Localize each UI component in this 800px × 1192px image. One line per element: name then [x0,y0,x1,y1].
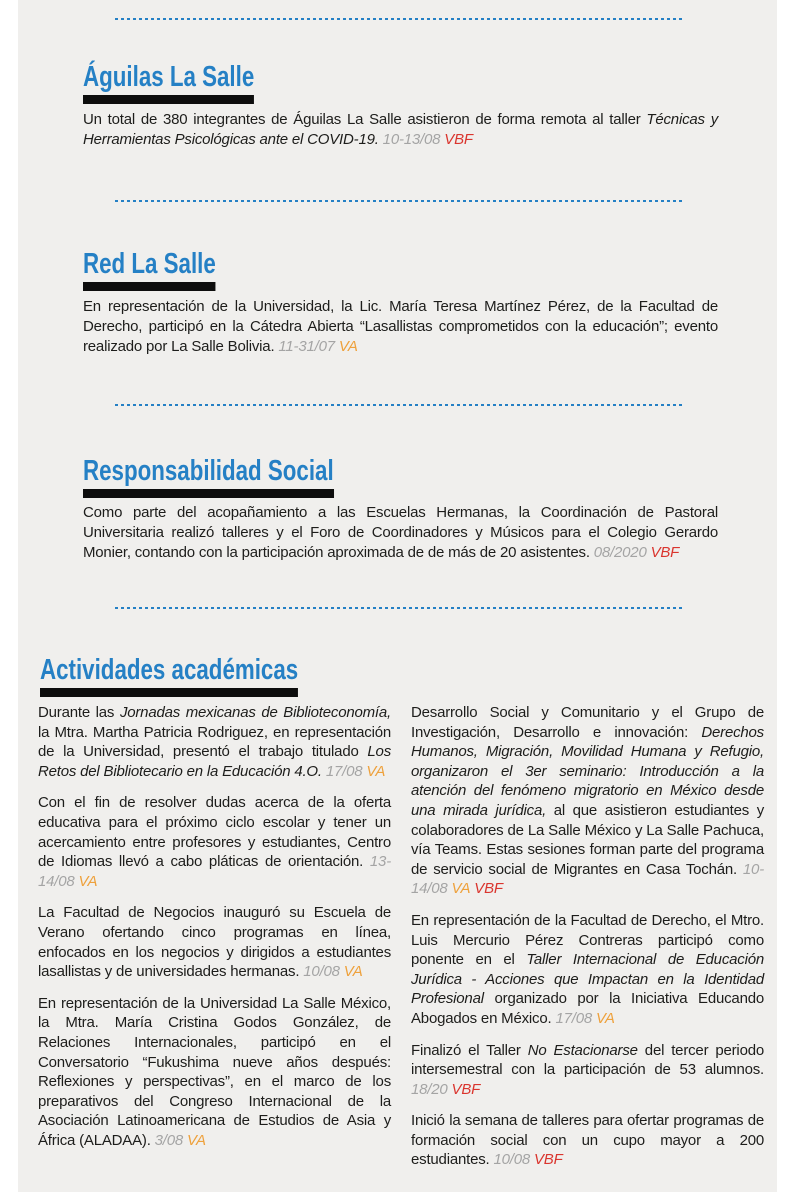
article-paragraph: Finalizó el Taller No Estacionarse del tercer periodo intersemestral con la participación de 53 alumnos. 18/20 VBF [411,1041,764,1098]
title-underline-bar [83,282,216,291]
column-right [411,703,764,1182]
section-title: Responsabilidad Social [83,455,334,487]
section-separator [115,404,685,406]
article-paragraph: Inició la semana de talleres para ofertar programas de formación social con un cupo mayor a 200 estudiantes. 10/08 VBF [411,1112,764,1169]
column-left [38,703,391,1182]
title-underline-bar [83,489,334,498]
article-paragraph: En representación de la Facultad de Derecho, el Mtro. Luis Mercurio Pérez Contreras participó como ponente en el Taller Internacional de Educación Jurídica - Acciones que Impactan en la Identidad Profesional organizado por la Iniciativa Educando Abogados en México. 17/08 VA [411,911,764,1027]
section-heading-actividades [40,655,298,697]
section-paragraph: Como parte del acopañamiento a las Escuelas Hermanas, la Coordinación de Pastoral Universitaria realizó talleres y el Foro de Coordinadores y Músicos para el Colegio Gerardo Monier, contando con la participación aproximada de de más de 20 asistentes. 08/2020 VBF [83,504,718,561]
section-separator [115,607,685,609]
section-separator [115,18,685,20]
article-paragraph: La Facultad de Negocios inauguró su Escuela de Verano ofertando cinco programas en línea, enfocados en los negocios y dirigidos a estudiantes lasallistas y de universidades hermanas. 10/08 VA [38,904,391,981]
section-heading-red [83,249,216,291]
section-heading-aguilas [83,62,254,104]
title-underline-bar [40,688,298,697]
article-paragraph: Con el fin de resolver dudas acerca de la oferta educativa para el próximo ciclo escolar y tener un acercamiento entre profesores y estudiantes, Centro de Idiomas llevó a cabo pláticas de orientación. 13-14/08 VA [38,794,391,890]
section-paragraph: En representación de la Universidad, la Lic. María Teresa Martínez Pérez, de la Facultad de Derecho, participó en la Cátedra Abierta “Lasallistas comprometidos con la educación”; evento realizado por La Salle Bolivia. 11-31/07 VA [83,298,718,355]
section-paragraph: Un total de 380 integrantes de Águilas La Salle asistieron de forma remota al taller Técnicas y Herramientas Psicológicas ante el COVID-19. 10-13/08 VBF [83,111,718,148]
academic-columns [38,703,765,1182]
section-title: Águilas La Salle [83,61,255,93]
article-paragraph: Desarrollo Social y Comunitario y el Grupo de Investigación, Desarrollo e innovación: Derechos Humanos, Migración, Movilidad Humana y Refugio, organizaron el 3er seminario: Introducción a la atención del fenómeno migratorio en México desde una mirada jurídica, al que asistieron estudiantes y colaboradores de La Salle México y La Salle Pachuca, vía Teams. Estas sesiones forman parte del programa de servicio social de Migrantes en Casa Tochán. 10- 14/08 VA VBF [411,704,764,898]
section-title: Actividades académicas [40,654,299,686]
article-paragraph: En representación de la Universidad La Salle México, la Mtra. María Cristina Godos González, de Relaciones Internacionales, participó en el Conversatorio “Fukushima nueve años después: Reflexiones y perspectivas”, en el marco de los preparativos del Congreso Internacional de la Asociación Latinoamericana de Estudios de Asia y África (ALADAA). 3/08 VA [38,994,391,1149]
title-underline-bar [83,95,254,104]
article-paragraph: Durante las Jornadas mexicanas de Biblioteconomía, la Mtra. Martha Patricia Rodriguez, en representación de la Universidad, presentó el trabajo titulado Los Retos del Bibliotecario en la Educación 4.O. 17/08 VA [38,704,391,780]
section-separator [115,200,685,202]
section-heading-responsabilidad [83,456,334,498]
section-title: Red La Salle [83,248,216,280]
